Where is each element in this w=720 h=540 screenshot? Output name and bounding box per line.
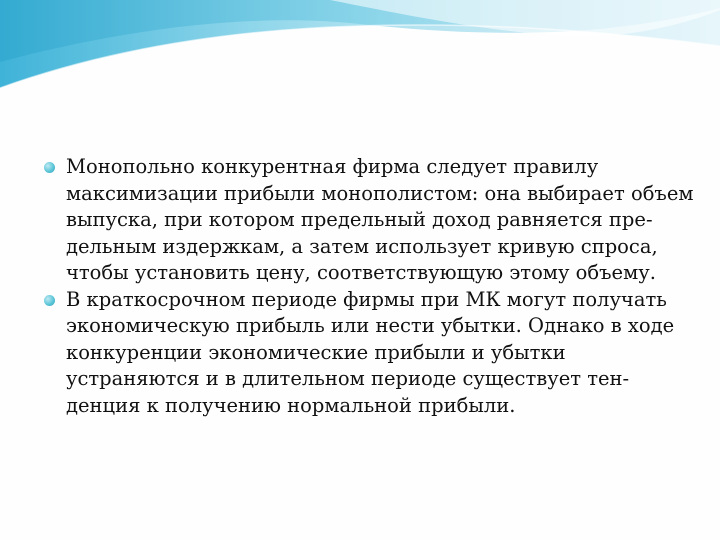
slide-content — [44, 154, 694, 419]
bullet-text: Монопольно конкурентная фирма следует правилу максимизации прибыли монополистом: она выбирает объем выпуска, при котором предельный доход равняется пре-дельным издержкам, а затем использует кривую спроса, чтобы установить цену, соответствующую этому объему. — [66, 155, 694, 284]
bullet-text: В краткосрочном периоде фирмы при МК могут получать экономическую прибыль или нести убытки. Однако в ходе конкуренции экономические прибыли и убытки устраняются и в длительном периоде существует тен-денция к получению нормальной прибыли. — [66, 287, 675, 417]
bullet-dot-icon — [44, 295, 55, 306]
header-wave-decoration — [0, 0, 720, 100]
bullet-dot-icon — [44, 162, 55, 173]
bullet-item — [44, 287, 694, 420]
bullet-list — [44, 154, 694, 419]
bullet-item — [44, 154, 694, 287]
